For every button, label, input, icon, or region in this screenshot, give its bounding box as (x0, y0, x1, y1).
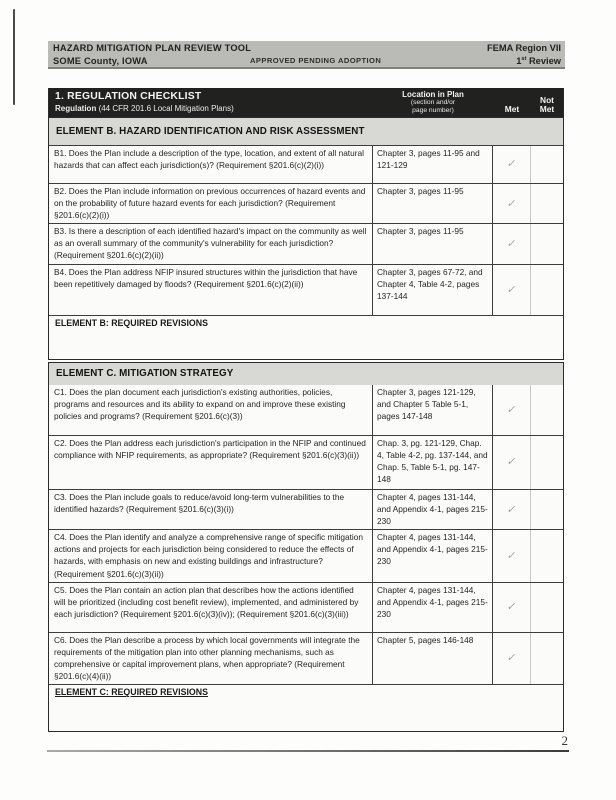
check-icon: ✓ (505, 197, 518, 210)
check-icon: ✓ (505, 549, 518, 562)
question-cell: C3. Does the Plan include goals to reduce/avoid long-term vulnerabilities to the identified hazards? (Requirement §201.6(c)(3)(i)) (49, 490, 373, 529)
review-number: 1st Review (516, 55, 561, 66)
met-cell (493, 224, 531, 263)
checklist-row-b4 (49, 264, 563, 315)
question-cell: C5. Does the Plan contain an action plan that describes how the actions identified will be prioritized (including cost benefit review), implemented, and administered by each jurisdiction? (Requirement §201.6(c)(3)(iv)); (Requirement §201.6(c)(3)(iii)) (49, 583, 373, 632)
regulation-checklist-table-element-c (48, 362, 564, 732)
element-b-required-revisions: ELEMENT B: REQUIRED REVISIONS (49, 315, 563, 359)
element-c-required-revisions: ELEMENT C: REQUIRED REVISIONS (49, 684, 563, 731)
question-cell: C6. Does the Plan describe a process by which local governments will integrate the requirements of the mitigation plan into other planning mechanisms, such as comprehensive or capital improvement plans, when appropriate? (Requirement §201.6(c)(4)(ii)) (49, 633, 373, 684)
checklist-row-c4 (49, 529, 563, 581)
met-cell (493, 436, 531, 489)
location-cell: Chapter 3, pages 121-129, and Chapter 5 Table 5-1, pages 147-148 (373, 385, 493, 435)
met-cell (493, 583, 531, 632)
checklist-title: 1. REGULATION CHECKLIST (55, 91, 202, 102)
not-met-cell (531, 265, 563, 315)
location-cell: Chapter 4, pages 131-144, and Appendix 4-1, pages 215-230 (373, 583, 493, 632)
checklist-row-c6 (49, 632, 563, 684)
not-met-cell (531, 530, 563, 581)
check-icon: ✓ (505, 158, 518, 171)
not-met-cell (531, 385, 563, 435)
check-icon: ✓ (505, 503, 518, 516)
fema-region: FEMA Region VII (486, 43, 561, 53)
not-met-cell (531, 583, 563, 632)
met-cell (493, 530, 531, 581)
met-cell (493, 146, 531, 183)
question-cell: B1. Does the Plan include a description of the type, location, and extent of all natural hazards that can affect each jurisdiction(s)? (Requirement §201.6(c)(2)(i)) (49, 146, 373, 183)
met-cell (493, 265, 531, 315)
not-met-column-header: Not Met (539, 95, 555, 114)
met-column-header: Met (504, 104, 520, 114)
element-c-section-header: ELEMENT C. MITIGATION STRATEGY (49, 363, 563, 385)
header-left-block (53, 42, 251, 68)
checklist-row-c5 (49, 582, 563, 632)
location-column-header: Location in Plan (section and/or page number) (402, 90, 464, 114)
element-b-section-header: ELEMENT B. HAZARD IDENTIFICATION AND RISK ASSESSMENT (49, 117, 563, 145)
check-icon: ✓ (505, 601, 518, 614)
checklist-column-header (49, 88, 563, 117)
location-cell: Chapter 4, pages 131-144, and Appendix 4-1, pages 215-230 (373, 530, 493, 581)
question-cell: C4. Does the Plan identify and analyze a comprehensive range of specific mitigation actions and projects for each jurisdiction being considered to reduce the effects of hazards, with emphasis on new and existing buildings and infrastructure? (Requirement §201.6(c)(3)(ii)) (49, 530, 373, 581)
regulation-checklist-table-element-b (48, 88, 564, 360)
document-header-banner (48, 41, 565, 69)
location-cell: Chap. 3, pg. 121-129, Chap. 4, Table 4-2, pg. 137-144, and Chap. 5, Table 5-1, pg. 147-148 (373, 436, 493, 489)
location-cell: Chapter 3, pages 11-95 and 121-129 (373, 146, 493, 183)
not-met-cell (531, 224, 563, 263)
scan-artifact-line (13, 9, 15, 105)
check-icon: ✓ (505, 652, 518, 665)
checklist-row-c3 (49, 489, 563, 529)
location-cell: Chapter 4, pages 131-144, and Appendix 4-1, pages 215-230 (373, 490, 493, 529)
location-cell: Chapter 3, pages 67-72, and Chapter 4, Table 4-2, pages 137-144 (373, 265, 493, 315)
checklist-row-b1 (49, 145, 563, 183)
question-cell: C1. Does the plan document each jurisdiction's existing authorities, policies, programs and resources and its ability to expand on and improve these existing policies and programs? (Requirement §201.6(c)(3)) (49, 385, 373, 435)
met-cell (493, 385, 531, 435)
approval-status: APPROVED PENDING ADOPTION (250, 56, 382, 65)
met-cell (493, 490, 531, 529)
page-number: 2 (561, 733, 568, 748)
check-icon: ✓ (505, 283, 518, 296)
not-met-cell (531, 436, 563, 489)
met-cell (493, 184, 531, 223)
location-cell: Chapter 5, pages 146-148 (373, 633, 493, 684)
question-cell: B2. Does the Plan include information on previous occurrences of hazard events and on the probability of future hazard events for each jurisdiction? (Requirement §201.6(c)(2)(i)) (49, 184, 373, 223)
not-met-cell (531, 633, 563, 684)
checklist-row-c2 (49, 435, 563, 489)
checklist-row-c1 (49, 385, 563, 435)
checklist-row-b3 (49, 223, 563, 263)
footer-rule (47, 750, 569, 752)
document-title: HAZARD MITIGATION PLAN REVIEW TOOL (53, 43, 252, 53)
header-right-block (487, 42, 561, 68)
county-name: SOME County, IOWA (53, 56, 148, 66)
question-cell: C2. Does the Plan address each jurisdiction's participation in the NFIP and continued compliance with NFIP requirements, as appropriate? (Requirement §201.6(c)(3)(ii)) (49, 436, 373, 489)
question-cell: B3. Is there a description of each identified hazard's impact on the community as well as an overall summary of the community's vulnerability for each jurisdiction? (Requirement §201.6(c)(2)(ii)) (49, 224, 373, 263)
not-met-cell (531, 184, 563, 223)
location-cell: Chapter 3, pages 11-95 (373, 224, 493, 263)
checklist-row-b2 (49, 183, 563, 223)
not-met-cell (531, 490, 563, 529)
question-cell: B4. Does the Plan address NFIP insured structures within the jurisdiction that have been repetitively damaged by floods? (Requirement §201.6(c)(2)(ii)) (49, 265, 373, 315)
check-icon: ✓ (505, 403, 518, 416)
not-met-cell (531, 146, 563, 183)
checklist-title-cell (49, 88, 373, 117)
check-icon: ✓ (505, 456, 518, 469)
location-cell: Chapter 3, pages 11-95 (373, 184, 493, 223)
met-cell (493, 633, 531, 684)
check-icon: ✓ (505, 237, 518, 250)
regulation-subtitle: Regulation (44 CFR 201.6 Local Mitigation Plans) (55, 104, 234, 113)
